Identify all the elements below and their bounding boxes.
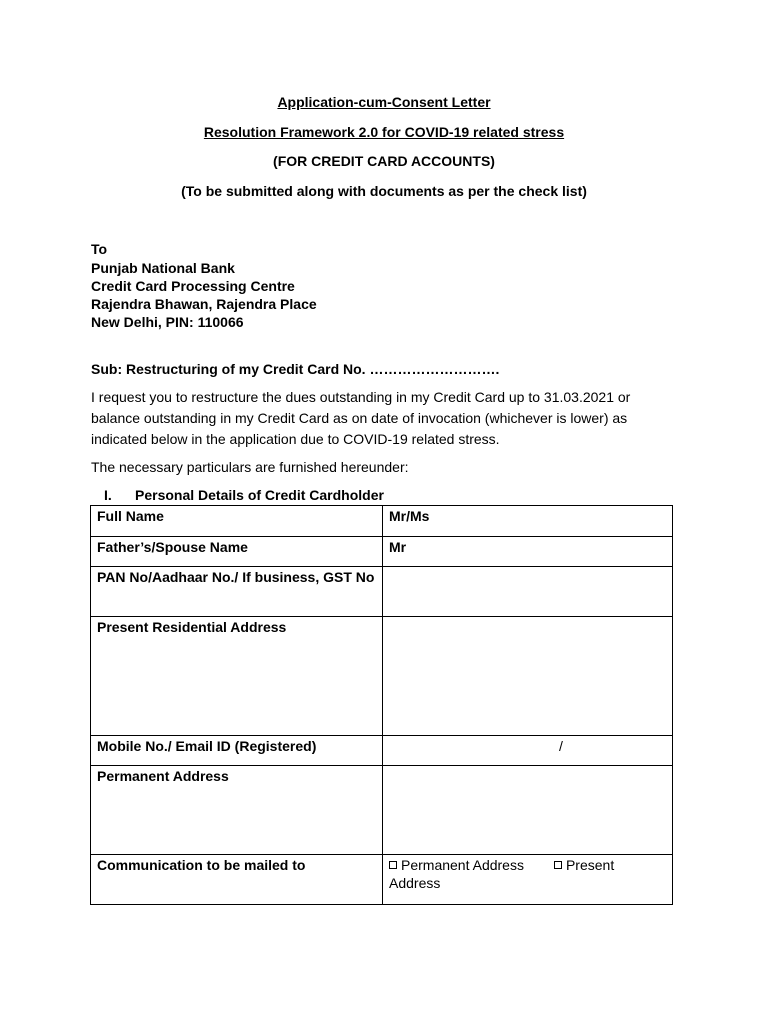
permanent-address-label: Permanent Address <box>91 766 383 855</box>
spouse-name-label: Father’s/Spouse Name <box>91 537 383 567</box>
table-row <box>91 537 673 567</box>
permanent-address-option[interactable] <box>389 857 524 873</box>
request-line: balance outstanding in my Credit Card as on date of invocation (whichever is lower) as <box>91 410 628 426</box>
mobile-email-label: Mobile No./ Email ID (Registered) <box>91 736 383 766</box>
option-label: Present Address <box>389 857 615 891</box>
table-row <box>91 736 673 766</box>
address-to: To <box>91 241 108 257</box>
option-label: Permanent Address <box>401 857 524 873</box>
table-row <box>91 766 673 855</box>
particulars-text: The necessary particulars are furnished hereunder: <box>91 459 409 475</box>
communication-label: Communication to be mailed to <box>91 855 383 905</box>
request-paragraph <box>91 387 691 450</box>
address-city: New Delhi, PIN: 110066 <box>91 314 244 330</box>
full-name-field[interactable]: Mr/Ms <box>383 506 673 537</box>
section-title: Personal Details of Credit Cardholder <box>135 487 384 503</box>
address-bank: Punjab National Bank <box>91 260 235 276</box>
residential-address-label: Present Residential Address <box>91 617 383 736</box>
address-centre: Credit Card Processing Centre <box>91 278 295 294</box>
letter-subtitle: Resolution Framework 2.0 for COVID-19 related stress <box>203 124 565 140</box>
section-number: I. <box>104 487 112 503</box>
spouse-name-field[interactable]: Mr <box>383 537 673 567</box>
letter-title: Application-cum-Consent Letter <box>277 94 491 110</box>
pan-aadhaar-field[interactable] <box>383 567 673 617</box>
checkbox-icon <box>554 861 562 869</box>
communication-options <box>383 855 673 905</box>
letter-scope: (FOR CREDIT CARD ACCOUNTS) <box>273 153 495 169</box>
checkbox-icon <box>389 861 397 869</box>
personal-details-table <box>90 505 673 905</box>
mobile-email-field[interactable]: / <box>383 736 673 766</box>
residential-address-field[interactable] <box>383 617 673 736</box>
table-row <box>91 567 673 617</box>
pan-aadhaar-label: PAN No/Aadhaar No./ If business, GST No <box>91 567 383 617</box>
letter-instruction: (To be submitted along with documents as per the check list) <box>181 183 587 199</box>
table-row <box>91 855 673 905</box>
request-line: indicated below in the application due to COVID-19 related stress. <box>91 431 500 447</box>
permanent-address-field[interactable] <box>383 766 673 855</box>
subject-line: Sub: Restructuring of my Credit Card No. ………………………. <box>91 361 500 377</box>
request-line: I request you to restructure the dues outstanding in my Credit Card up to 31.03.2021 or <box>91 389 631 405</box>
full-name-label: Full Name <box>91 506 383 537</box>
table-row <box>91 617 673 736</box>
address-street: Rajendra Bhawan, Rajendra Place <box>91 296 317 312</box>
table-row <box>91 506 673 537</box>
